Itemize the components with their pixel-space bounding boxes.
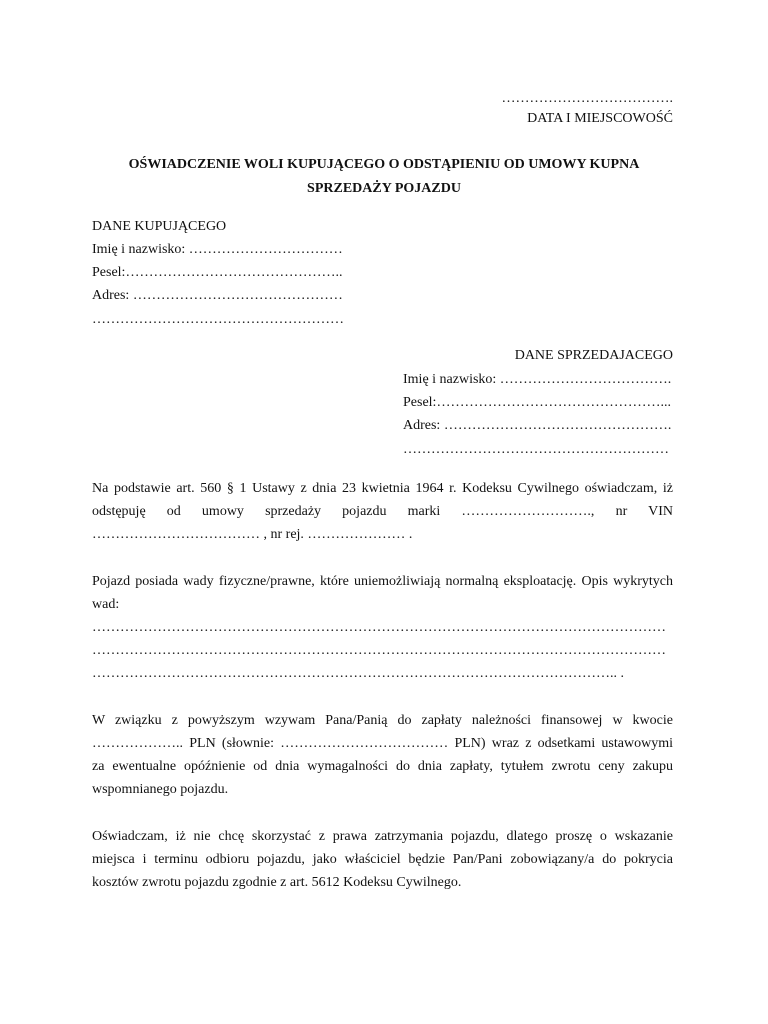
paragraph-defects-line-2: wad: <box>92 597 120 612</box>
seller-address-line-2: ………………………………………………… <box>403 442 669 457</box>
paragraph-payment-line-3: za ewentualne opóźnienie od dnia wymagalności do dnia zapłaty, tytułem zwrotu ceny zakupu <box>92 759 673 774</box>
seller-pesel-field: Pesel:…………………………………………... <box>403 395 671 410</box>
buyer-address-line-2: ……………………………………………… <box>92 312 344 327</box>
paragraph-payment-line-1: W związku z powyższym wzywam Pana/Panią do zapłaty należności finansowej w kwocie <box>92 713 673 728</box>
defects-description-line-2: …………………………………………………………………………………………………………… <box>92 643 666 658</box>
seller-heading: DANE SPRZEDAJACEGO <box>514 348 673 363</box>
buyer-heading: DANE KUPUJĄCEGO <box>92 219 227 234</box>
paragraph-defects-line-1: Pojazd posiada wady fizyczne/prawne, które uniemożliwiają normalną eksploatację. Opis wykrytych <box>92 574 673 589</box>
defects-description-line-3: ………………………………………………………………………………………………….. . <box>92 666 624 681</box>
paragraph-pickup-line-1: Oświadczam, iż nie chcę skorzystać z prawa zatrzymania pojazdu, dlatego proszę o wskazanie <box>92 829 673 844</box>
date-label: DATA I MIEJSCOWOŚĆ <box>527 111 673 126</box>
paragraph-withdrawal-line-2: odstępuję od umowy sprzedaży pojazdu marki ………………………., nr VIN <box>92 504 673 519</box>
paragraph-withdrawal-line-3: ……………………………… , nr rej. ………………… . <box>92 527 413 542</box>
paragraph-pickup-line-2: miejsca i terminu odbioru pojazdu, jako właściciel będzie Pan/Pani zobowiązany/a do pokrycia <box>92 852 673 867</box>
date-placeholder: ………………………………. <box>501 91 673 106</box>
paragraph-withdrawal-line-1: Na podstawie art. 560 § 1 Ustawy z dnia 23 kwietnia 1964 r. Kodeksu Cywilnego oświadczam, iż <box>92 481 673 496</box>
buyer-address-field: Adres: ……………………………………… <box>92 288 343 303</box>
paragraph-payment-line-4: wspomnianego pojazdu. <box>92 782 229 797</box>
paragraph-pickup-line-3: kosztów zwrotu pojazdu zgodnie z art. 5612 Kodeksu Cywilnego. <box>92 875 462 890</box>
paragraph-payment-line-2: ……………….. PLN (słownie: ……………………………… PLN) wraz z odsetkami ustawowymi <box>92 736 673 751</box>
defects-description-line-1: …………………………………………………………………………………………………………… <box>92 620 666 635</box>
seller-name-field: Imię i nazwisko: ………………………………. <box>403 372 672 387</box>
seller-address-field: Adres: …………………………………………. <box>403 418 672 433</box>
document-title-line-2: SPRZEDAŻY POJAZDU <box>307 181 461 196</box>
document-title-line-1: OŚWIADCZENIE WOLI KUPUJĄCEGO O ODSTĄPIENIU OD UMOWY KUPNA <box>128 157 640 172</box>
buyer-pesel-field: Pesel:……………………………………….. <box>92 265 343 280</box>
buyer-name-field: Imię i nazwisko: …………………………… <box>92 242 343 257</box>
